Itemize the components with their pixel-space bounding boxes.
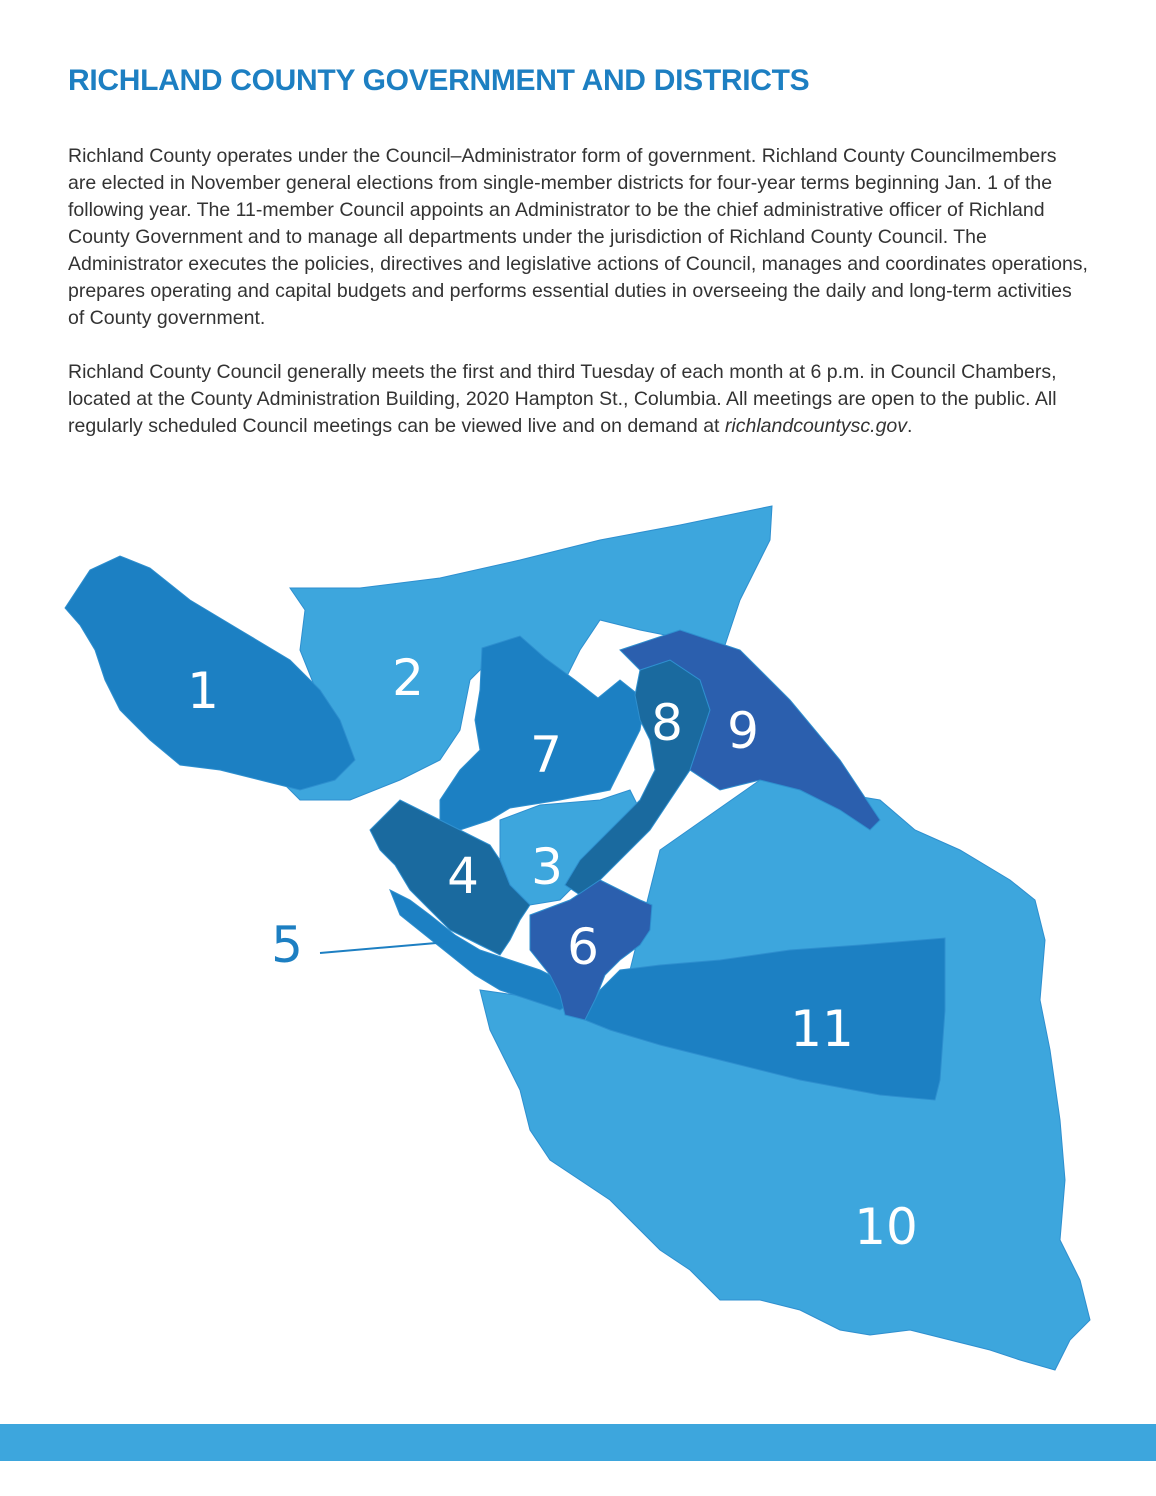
meetings-text: Richland County Council generally meets the first and third Tuesday of each month at 6 p.m. in Council Chambers, located at the County Administration Building, 2020 Hampton St., Columbia. All meetings are open to the public. All regularly scheduled Council meetings can be viewed live and on demand at (68, 361, 1057, 437)
district-label-9: 9 (727, 702, 759, 760)
district-5-callout-line (320, 942, 448, 953)
district-label-8: 8 (651, 694, 683, 752)
district-label-1: 1 (187, 662, 219, 720)
district-label-2: 2 (392, 649, 424, 707)
paragraph-meetings (68, 359, 1088, 440)
district-label-11: 11 (790, 1000, 854, 1058)
district-label-3: 3 (531, 838, 563, 896)
district-label-4: 4 (447, 847, 479, 905)
website-link[interactable]: richlandcountysc.gov (724, 415, 908, 437)
district-label-5: 5 (271, 916, 303, 974)
meetings-text-end: . (907, 415, 913, 437)
district-map (0, 480, 1156, 1400)
district-label-6: 6 (567, 918, 599, 976)
page-title: RICHLAND COUNTY GOVERNMENT AND DISTRICTS (68, 64, 810, 97)
district-label-10: 10 (854, 1198, 918, 1256)
district-label-7: 7 (530, 726, 562, 784)
footer-band (0, 1424, 1156, 1461)
paragraph-government: Richland County operates under the Council–Administrator form of government. Richland County Councilmembers are elected in November general elections from single-member districts for four-year terms beginning Jan. 1 of the following year. The 11-member Council appoints an Administrator to be the chief administrative officer of Richland County Government and to manage all departments under the jurisdiction of Richland County Council. The Administrator executes the policies, directives and legislative actions of Council, manages and coordinates operations, prepares operating and capital budgets and performs essential duties in overseeing the daily and long-term activities of County government. (68, 145, 1088, 329)
intro-text (68, 143, 1088, 467)
